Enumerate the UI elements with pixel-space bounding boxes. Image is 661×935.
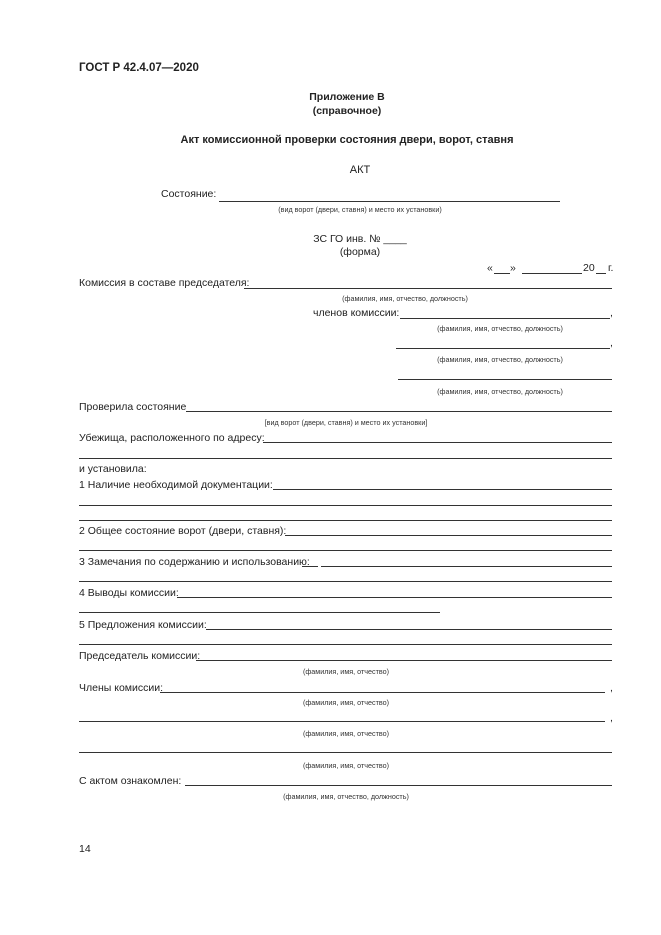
item-4-line-2: [79, 612, 440, 613]
date-year-prefix: 20: [583, 262, 595, 274]
item-2-line-1: [285, 535, 612, 536]
checked-label: Проверила состояние: [79, 401, 187, 413]
member-comma-2: ,: [610, 337, 613, 349]
shelter-label: Убежища, расположенного по адресу:: [79, 432, 265, 444]
familiar-hint: (фамилия, имя, отчество, должность): [283, 792, 409, 801]
date-month-line: [522, 273, 582, 274]
date-day-line: [494, 273, 510, 274]
member-hint-1: (фамилия, имя, отчество, должность): [437, 324, 563, 333]
state-label: Состояние:: [161, 188, 217, 200]
item-1-label: 1 Наличие необходимой документации:: [79, 479, 273, 491]
commission-chair-line: [244, 288, 612, 289]
state-line: [219, 201, 560, 202]
members-signature-label: Члены комиссии:: [79, 682, 164, 694]
members-signature-hint-2: (фамилия, имя, отчество): [302, 729, 390, 738]
shelter-line-2: [79, 458, 612, 459]
item-5-line-1: [206, 629, 612, 630]
zs-label: ЗС ГО инв. № ____: [313, 233, 407, 245]
commission-chair-label: Комиссия в составе председателя:: [79, 277, 250, 289]
page-number: 14: [79, 843, 91, 855]
members-signature-line-2: [79, 721, 605, 722]
item-3-label: 3 Замечания по содержанию и использованию:: [79, 556, 310, 568]
act-label: АКТ: [349, 164, 371, 176]
item-5-label: 5 Предложения комиссии:: [79, 619, 207, 631]
date-year-line: [596, 273, 606, 274]
chair-signature-hint: (фамилия, имя, отчество): [302, 667, 390, 676]
appendix-title: Приложение В: [309, 91, 385, 103]
established-label: и установила:: [79, 463, 147, 475]
item-2-line-2: [79, 550, 612, 551]
item-2-label: 2 Общее состояние ворот (двери, ставня):: [79, 525, 287, 537]
chair-signature-label: Председатель комиссии:: [79, 650, 201, 662]
state-hint: (вид ворот (двери, ставня) и место их установки): [278, 205, 442, 214]
members-signature-line-3: [79, 752, 612, 753]
commission-chair-hint: (фамилия, имя, отчество, должность): [342, 294, 468, 303]
item-3-line-1: [321, 566, 612, 567]
date-open-quote: «: [487, 262, 493, 274]
members-comma-2: ,: [610, 712, 613, 724]
members-signature-hint-1: (фамилия, имя, отчество): [302, 698, 390, 707]
members-signature-line-1: [160, 692, 605, 693]
zs-form: (форма): [339, 246, 381, 258]
date-suffix: г.: [608, 262, 614, 274]
member-comma-1: ,: [610, 307, 613, 319]
item-1-line-2: [79, 505, 612, 506]
member-line-2: [396, 348, 610, 349]
shelter-line-1: [263, 442, 612, 443]
member-line-3: [398, 379, 612, 380]
document-title: Акт комиссионной проверки состояния двери, ворот, ставня: [180, 134, 514, 146]
checked-hint: [вид ворот (двери, ставня) и место их установки]: [264, 418, 428, 427]
member-line-1: [400, 318, 610, 319]
item-1-line-1: [273, 489, 612, 490]
item-5-line-2: [79, 644, 612, 645]
appendix-type: (справочное): [312, 105, 382, 117]
familiar-label: С актом ознакомлен:: [79, 775, 182, 787]
commission-members-label: членов комиссии:: [313, 307, 400, 319]
familiar-line: [185, 785, 612, 786]
member-hint-3: (фамилия, имя, отчество, должность): [437, 387, 563, 396]
item-3-line-2: [79, 581, 612, 582]
item-4-label: 4 Выводы комиссии:: [79, 587, 179, 599]
member-hint-2: (фамилия, имя, отчество, должность): [437, 355, 563, 364]
date-close-quote: »: [510, 262, 516, 274]
item-3-short-line: [302, 566, 318, 567]
item-4-line-1: [177, 597, 612, 598]
item-1-line-3: [79, 520, 612, 521]
chair-signature-line: [196, 660, 612, 661]
members-signature-hint-3: (фамилия, имя, отчество): [302, 761, 390, 770]
members-comma-1: ,: [610, 682, 613, 694]
checked-line: [186, 411, 612, 412]
standard-header: ГОСТ Р 42.4.07—2020: [79, 62, 199, 74]
